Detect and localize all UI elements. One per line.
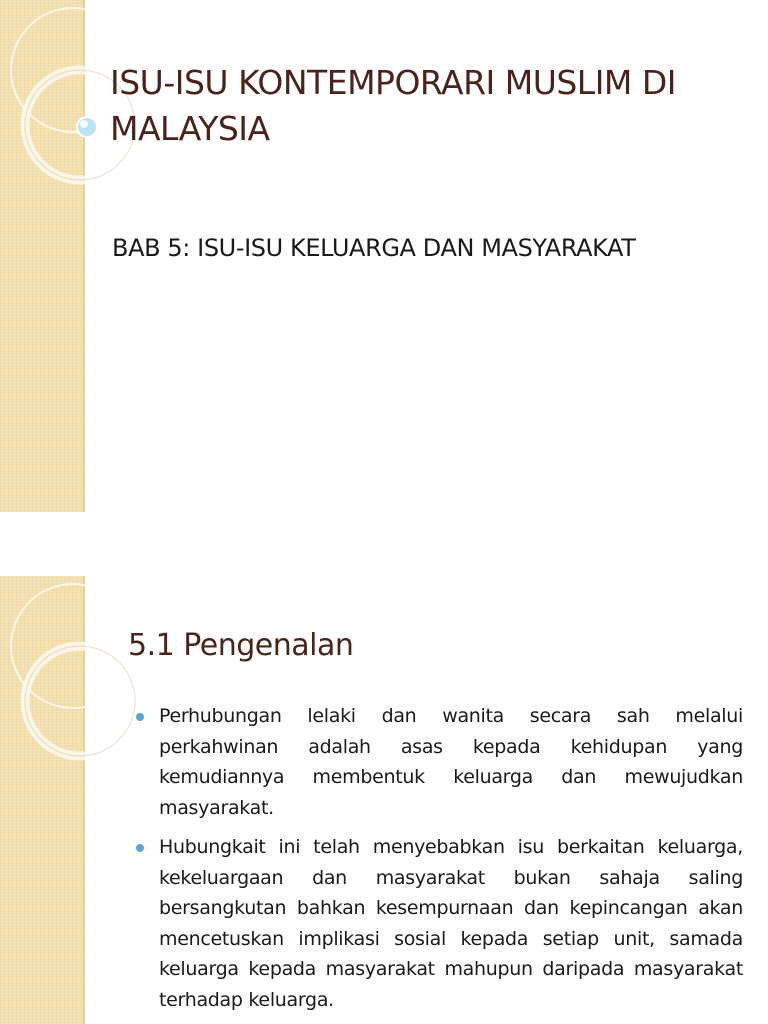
bullet-dot-icon	[136, 844, 144, 852]
slide-divider	[0, 512, 768, 576]
bullet-dot-icon	[136, 713, 144, 721]
bullet-text: Perhubungan lelaki dan wanita secara sah melalui perkahwinan adalah asas kepada kehidupan yang kemudiannya membentuk keluarga dan mewujudkan masyarakat.	[159, 705, 743, 819]
chapter-subtitle: BAB 5: ISU-ISU KELUARGA DAN MASYARAKAT	[112, 234, 636, 262]
bullet-text: Hubungkait ini telah menyebabkan isu berkaitan keluarga, kekeluargaan dan masyarakat bukan sahaja saling bersangkutan bahkan kesempurnaan dan kepincangan akan mencetuskan implikasi sosial kepada setiap unit, samada keluarga kepada masyarakat mahupun daripada masyarakat terhadap keluarga.	[159, 836, 743, 1011]
bullet-list	[136, 701, 743, 1024]
section-heading: 5.1 Pengenalan	[128, 628, 354, 663]
content-slide	[0, 576, 768, 1024]
list-item	[136, 701, 743, 823]
blue-bead-icon	[77, 117, 97, 137]
presentation-title: ISU-ISU KONTEMPORARI MUSLIM DI MALAYSIA	[110, 63, 677, 149]
list-item	[136, 832, 743, 1015]
